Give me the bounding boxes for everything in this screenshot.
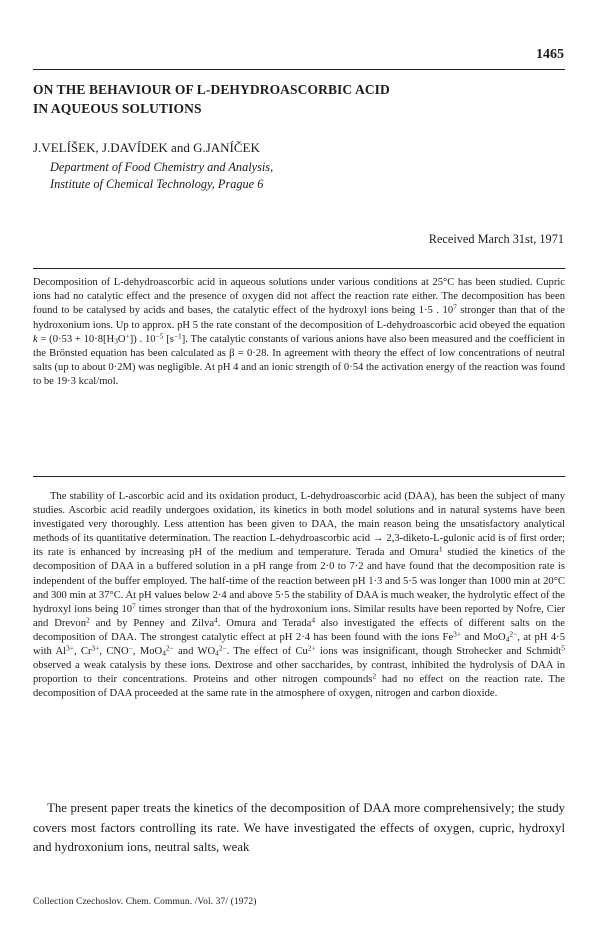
abstract-bottom-rule [33, 476, 565, 477]
article-title [33, 80, 563, 118]
received-date: Received March 31st, 1971 [428, 232, 564, 246]
journal-footer: Collection Czechoslov. Chem. Commun. /Vol. 37/ (1972) [33, 897, 257, 907]
body-paragraph: The present paper treats the kinetics of the decomposition of DAA more comprehensively; the study covers most factors controlling its rate. We have investigated the effects of oxygen, cupric, hydroxyl and hydroxonium ions, neutral salts, weak [33, 801, 565, 855]
title-line-2: IN AQUEOUS SOLUTIONS [33, 101, 202, 116]
title-line-1: ON THE BEHAVIOUR OF L-DEHYDROASCORBIC ACID [33, 82, 390, 97]
abstract-top-rule [33, 268, 565, 269]
abstract: Decomposition of L-dehydroascorbic acid in aqueous solutions under various conditions at 25°C has been studied. Cupric ions had no catalytic effect and the presence of oxygen did not affect the reaction rate either. The decomposition has been found to be catalysed by acids and bases, the catalytic effect of the hydroxyl ions being 1·5 . $10^7$ stronger than that of the hydroxonium ions. Up to approx. pH 5 the rate constant of the decomposition of L-dehydroascorbic acid obeyed the equation $k = (0\cdot 53 + 10\cdot 8[H_3O^+])$ . $10^{-5}$ $[s^{-1}]$. The catalytic constants of various anions have also been measured and the coefficient in the Brönsted equation has been calculated as β = 0·28. In agreement with theory the effect of low concentrations of neutral salts (up to about 0·2M) was negligible. At pH 4 and an ionic strength of 0·54 the activation energy of the reaction was found to be 19·3 kcal/mol. [33, 277, 565, 388]
top-rule [33, 69, 565, 70]
authors: J.VELÍŠEK, J.DAVÍDEK and G.JANÍČEK [33, 140, 260, 155]
introduction-paragraph: The stability of L-ascorbic acid and its oxidation product, L-dehydroascorbic acid (DAA), has been the subject of many studies. Ascorbic acid readily undergoes oxidation, its kinetics in both model solutions and in natural systems have been investigated very thoroughly. Less attention has been given to DAA, the main reason being the unsatisfactory analytical methods of its quantitative determination. The reaction L-dehydroascorbic acid → 2,3-diketo-L-gulonic acid is of first order; its rate is enhanced by increasing pH of the medium and temperature. Terada and Omura$^1$ studied the kinetics of the decomposition of DAA in a buffered solution in a pH range from 2·0 to 7·2 and have found that the decomposition rate is independent of the buffer employed. The half-time of the reaction between pH 1·3 and 5·5 was longer than 1000 min at 20°C and 300 min at 37°C. At pH values below 2·4 and above 5·5 the stability of DAA is much weaker, the hydrolytic effect of the hydroxyl ions being $10^7$ times stronger than that of the hydroxonium ions. Similar results have been reported by Nofre, Cier and Drevon$^2$ and by Penney and Zilva$^4$. Omura and Terada$^4$ also investigated the effects of different salts on the decomposition of DAA. The strongest catalytic effect at pH 2·4 has been found with the ions $Fe^{3+}$ and MoO$_4^{2-}$, at pH 4·5 with $Al^{3+}$, $Cr^{3+}$, CNO−, MoO$_4^{2-}$ and $WO_4^{2-}$. The effect of $Cu^{2+}$ ions was insignificant, though Strohecker and Schmidt$^5$ observed a weak catalysis by these ions. Dextrose and other saccharides, by contrast, inhibited the hydrolysis of DAA in proportion to their concentrations. Proteins and other nitrogen compounds$^2$ had no effect on the reaction rate. The decomposition of DAA proceeded at the same rate in the atmosphere of oxygen, nitrogen and carbon dioxide. [33, 491, 566, 700]
affiliation-department: Department of Food Chemistry and Analysis, [50, 160, 274, 174]
affiliation-institute: Institute of Chemical Technology, Prague 6 [50, 177, 264, 191]
page-number: 1465 [536, 47, 564, 62]
